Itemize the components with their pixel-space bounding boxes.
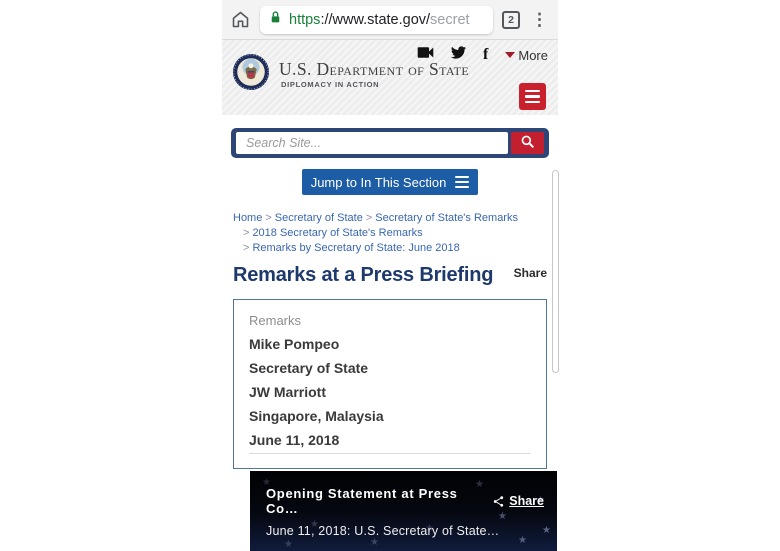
breadcrumb-separator: > bbox=[265, 212, 272, 224]
jump-button-label: Jump to In This Section bbox=[310, 174, 447, 190]
video-subtitle: June 11, 2018: U.S. Secretary of State… bbox=[266, 524, 500, 538]
location: Singapore, Malaysia bbox=[249, 408, 384, 424]
department-logo[interactable] bbox=[232, 53, 469, 91]
breadcrumb-secretary[interactable]: Secretary of State bbox=[274, 212, 363, 224]
date: June 11, 2018 bbox=[249, 432, 340, 448]
card-divider bbox=[249, 453, 531, 454]
breadcrumb-june-2018[interactable]: Remarks by Secretary of State: June 2018 bbox=[252, 242, 460, 254]
share-icon bbox=[492, 495, 505, 508]
video-title: Opening Statement at Press Co… bbox=[266, 486, 458, 516]
more-label: More bbox=[518, 47, 548, 63]
breadcrumb-home[interactable]: Home bbox=[233, 212, 263, 224]
page-title: Remarks at a Press Briefing bbox=[233, 264, 494, 286]
video-embed[interactable] bbox=[250, 471, 557, 551]
video-share-button[interactable] bbox=[492, 494, 544, 508]
browser-bar bbox=[222, 0, 558, 40]
search-button[interactable] bbox=[511, 132, 544, 154]
address-bar[interactable] bbox=[260, 6, 493, 34]
org-name: U.S. Department of State bbox=[279, 59, 470, 79]
breadcrumb-2018-remarks[interactable]: 2018 Secretary of State's Remarks bbox=[252, 227, 423, 239]
breadcrumb: Home > Secretary of State > Secretary of State's Remarks > 2018 Secretary of State's Remarks > Remarks by Secretary of State: June 2018 bbox=[233, 212, 518, 254]
home-icon[interactable] bbox=[230, 9, 251, 30]
caret-down-icon bbox=[505, 52, 515, 58]
hamburger-icon bbox=[525, 90, 540, 93]
wordmark bbox=[279, 53, 469, 89]
video-share-label: Share bbox=[509, 494, 544, 508]
share-button[interactable]: Share bbox=[513, 266, 547, 280]
lock-icon bbox=[269, 10, 282, 30]
site-header bbox=[222, 40, 558, 115]
page-scrollbar-thumb[interactable] bbox=[552, 170, 559, 373]
search-input[interactable] bbox=[236, 132, 508, 154]
remarks-kicker: Remarks bbox=[249, 313, 302, 328]
speaker-name: Mike Pompeo bbox=[249, 336, 340, 352]
more-menu[interactable] bbox=[505, 48, 548, 63]
speaker-role: Secretary of State bbox=[249, 360, 369, 376]
venue: JW Marriott bbox=[249, 384, 326, 400]
mobile-menu-button[interactable] bbox=[519, 83, 546, 110]
search-icon bbox=[520, 134, 535, 152]
site-search bbox=[231, 128, 549, 158]
section-list-icon bbox=[455, 176, 469, 188]
remarks-card bbox=[233, 299, 547, 469]
phone-screenshot bbox=[222, 0, 558, 538]
breadcrumb-remarks[interactable]: Secretary of State's Remarks bbox=[375, 212, 518, 224]
jump-to-section-button[interactable] bbox=[302, 169, 478, 195]
url-text: https://www.state.gov/secret bbox=[289, 11, 470, 28]
tab-count-button[interactable]: 2 bbox=[502, 11, 520, 29]
browser-menu-icon[interactable]: ⋮ bbox=[531, 10, 548, 29]
facebook-icon[interactable]: f bbox=[483, 46, 489, 63]
state-department-seal-icon bbox=[232, 53, 270, 91]
org-tagline: DIPLOMACY IN ACTION bbox=[281, 80, 380, 89]
